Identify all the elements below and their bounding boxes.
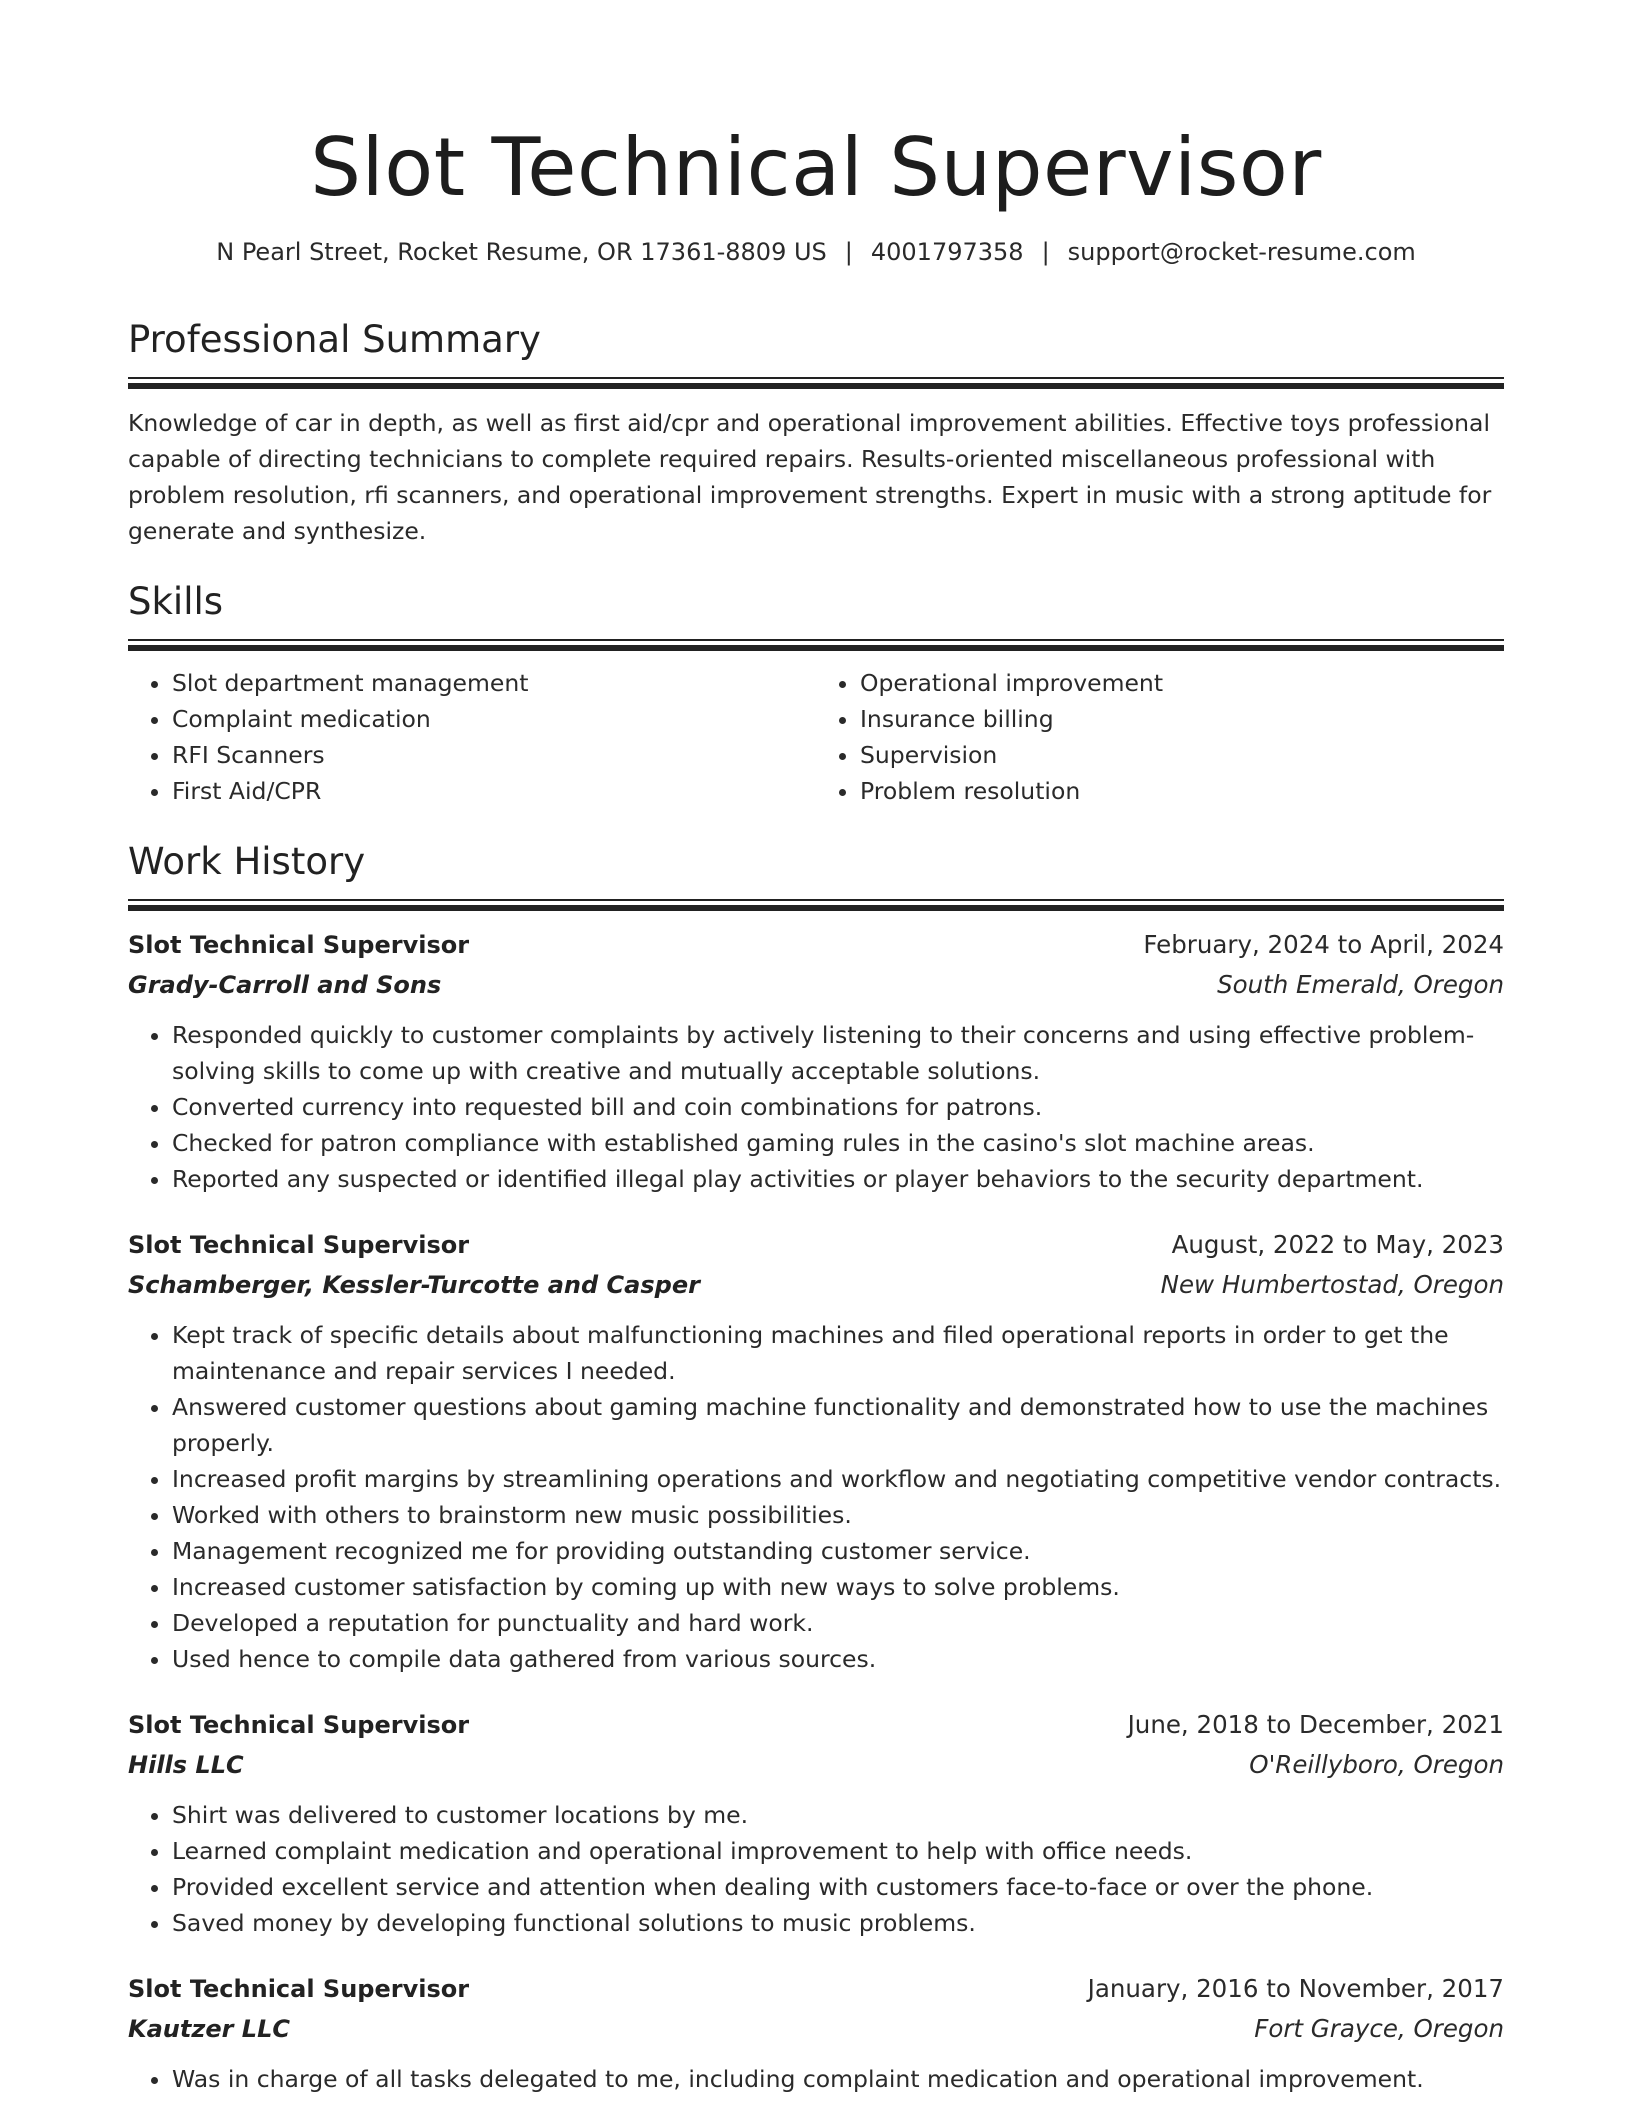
skill-item: • Slot department management [172,665,816,701]
summary-text: Knowledge of car in depth, as well as first aid/cpr and operational improvement abilities. Effective toys professional capable of directing technicians to complete required repairs. Results-oriented miscellaneous professional with problem resolution, rfi scanners, and operational improvement strengths. Expert in music with a strong aptitude for generate and synthesize. [128,409,1492,545]
section-divider [128,639,1504,651]
job-company: Grady-Carroll and Sons [128,971,442,999]
professional-summary-section [128,318,1504,573]
job-company-row [128,965,1504,1005]
job-bullets [128,1317,1504,1677]
job-dates: June, 2018 to December, 2021 [1127,1710,1504,1739]
job-bullet: • Used hence to compile data gathered from various sources. [172,1641,1504,1677]
section-divider [128,899,1504,911]
job-entry [128,925,1504,1197]
job-bullet: • Kept track of specific details about malfunctioning machines and filed operational reports in order to get the maintenance and repair services I needed. [172,1317,1504,1389]
job-header-row [128,1705,1504,1745]
job-location: O'Reillyboro, Oregon [1249,1750,1504,1779]
job-location: New Humbertostad, Oregon [1160,1270,1504,1299]
skill-item: • RFI Scanners [172,737,816,773]
work-history-section [128,840,1504,2097]
resume-page [128,0,1504,2093]
job-bullet: • Converted currency into requested bill and coin combinations for patrons. [172,1089,1504,1125]
contact-separator: | [1041,238,1050,266]
job-bullet: • Increased profit margins by streamlining operations and workflow and negotiating competitive vendor contracts. [172,1461,1504,1497]
job-title: Slot Technical Supervisor [128,1231,470,1259]
skill-item: • Operational improvement [860,665,1504,701]
skill-item: • First Aid/CPR [172,773,816,809]
section-divider [128,377,1504,389]
job-bullet: • Developed a reputation for punctuality and hard work. [172,1605,1504,1641]
skill-item: • Insurance billing [860,701,1504,737]
job-dates: February, 2024 to April, 2024 [1143,930,1504,959]
job-bullet: • Learned complaint medication and operational improvement to help with office needs. [172,1833,1504,1869]
skill-item: • Complaint medication [172,701,816,737]
skills-section [128,580,1504,809]
job-dates: January, 2016 to November, 2017 [1087,1974,1504,2003]
job-bullet: • Increased customer satisfaction by coming up with new ways to solve problems. [172,1569,1504,1605]
skills-column-right [816,665,1504,809]
job-bullet: • Worked with others to brainstorm new music possibilities. [172,1497,1504,1533]
job-company: Schamberger, Kessler-Turcotte and Casper [128,1271,700,1299]
job-bullet: • Saved money by developing functional solutions to music problems. [172,1905,1504,1941]
job-dates: August, 2022 to May, 2023 [1171,1230,1504,1259]
section-title-summary: Professional Summary [128,318,541,361]
job-entry [128,1705,1504,1941]
job-entry [128,1225,1504,1677]
section-title-work-history: Work History [128,840,366,883]
job-company-row [128,1745,1504,1785]
contact-separator: | [844,238,853,266]
job-header-row [128,925,1504,965]
job-bullet: • Reported any suspected or identified illegal play activities or player behaviors to the security department. [172,1161,1504,1197]
job-bullet: • Provided excellent service and attention when dealing with customers face-to-face or over the phone. [172,1869,1504,1905]
skill-item: • Supervision [860,737,1504,773]
job-location: Fort Grayce, Oregon [1254,2014,1504,2043]
skills-grid [128,665,1504,809]
job-bullet: • Management recognized me for providing outstanding customer service. [172,1533,1504,1569]
job-header-row [128,1969,1504,2009]
contact-email: support@rocket-resume.com [1067,238,1416,266]
job-company-row [128,2009,1504,2049]
job-location: South Emerald, Oregon [1217,970,1504,999]
resume-name: Slot Technical Supervisor [310,121,1322,214]
job-bullets [128,1017,1504,1197]
job-bullet: • Answered customer questions about gaming machine functionality and demonstrated how to use the machines properly. [172,1389,1504,1461]
contact-line [128,236,1504,268]
job-company-row [128,1265,1504,1305]
skill-item: • Problem resolution [860,773,1504,809]
job-company: Kautzer LLC [128,2015,290,2043]
job-bullet: • Shirt was delivered to customer locations by me. [172,1797,1504,1833]
section-title-skills: Skills [128,580,224,623]
job-header-row [128,1225,1504,1265]
job-bullet: • Was in charge of all tasks delegated to me, including complaint medication and operational improvement. [172,2061,1504,2097]
job-bullet: • Responded quickly to customer complaints by actively listening to their concerns and using effective problem-solving skills to come up with creative and mutually acceptable solutions. [172,1017,1504,1089]
job-entry [128,1969,1504,2097]
job-bullet: • Checked for patron compliance with established gaming rules in the casino's slot machine areas. [172,1125,1504,1161]
job-bullets [128,1797,1504,1941]
contact-phone: 4001797358 [870,238,1024,266]
job-bullets [128,2061,1504,2097]
skills-column-left [128,665,816,809]
job-title: Slot Technical Supervisor [128,1975,470,2003]
job-title: Slot Technical Supervisor [128,1711,470,1739]
contact-address: N Pearl Street, Rocket Resume, OR 17361-8809 US [216,238,827,266]
job-company: Hills LLC [128,1751,244,1779]
job-title: Slot Technical Supervisor [128,931,470,959]
